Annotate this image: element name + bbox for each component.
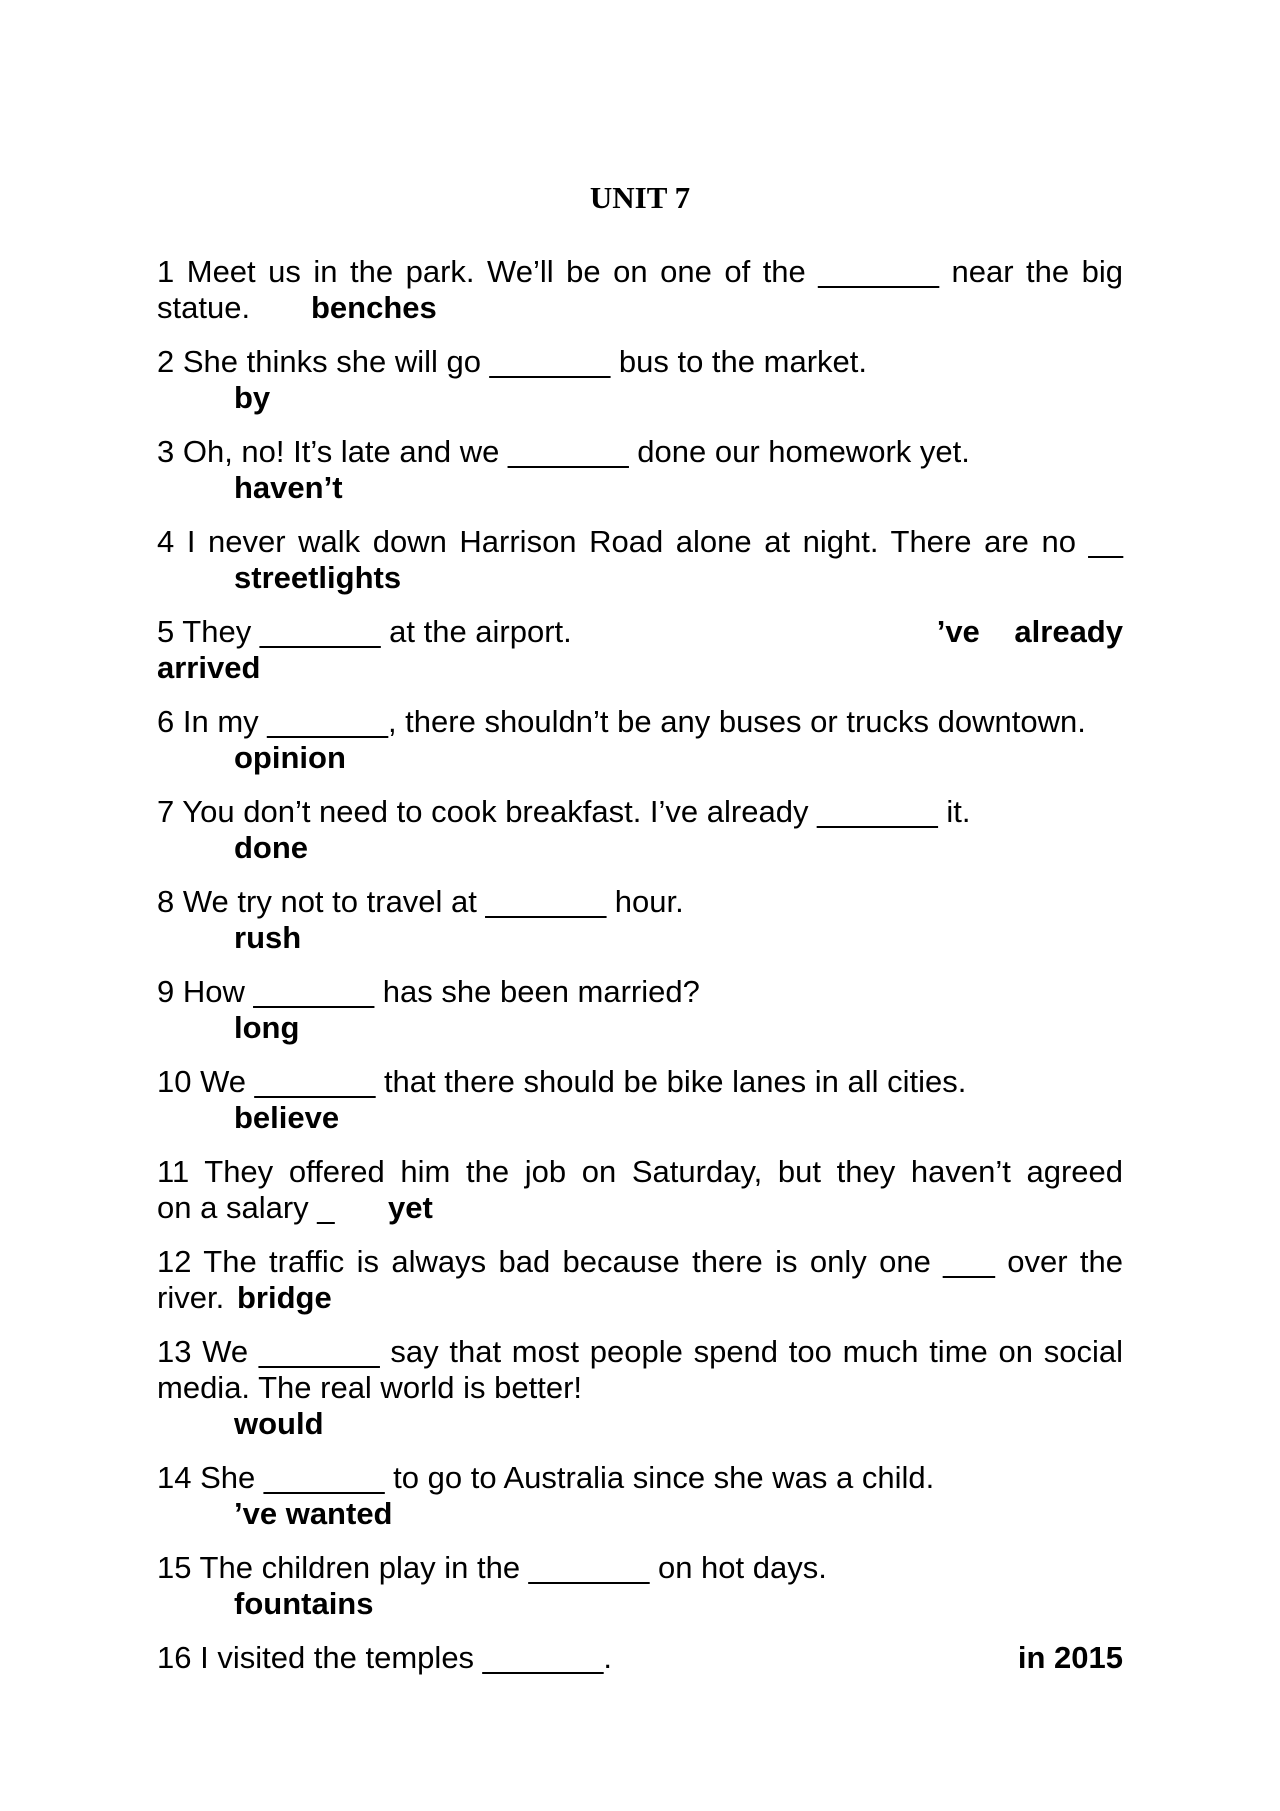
sentence-line: 4 I never walk down Harrison Road alone at night. There are no __ bbox=[157, 524, 1123, 559]
answer-text: ’ve wanted bbox=[234, 1496, 393, 1531]
answer-text: arrived bbox=[157, 650, 261, 685]
sentence-text: on a salary _ bbox=[157, 1190, 335, 1225]
sentence-line: 11 They offered him the job on Saturday, but they haven’t agreed bbox=[157, 1154, 1123, 1189]
sentence-text: statue. bbox=[157, 290, 251, 325]
answer-text: long bbox=[234, 1010, 300, 1045]
sentence-line bbox=[157, 1190, 1123, 1226]
exercise-item-4 bbox=[157, 524, 1123, 596]
exercise-item-14 bbox=[157, 1460, 1123, 1532]
sentence-line: 3 Oh, no! It’s late and we _______ done our homework yet. bbox=[157, 434, 970, 469]
answer-text: done bbox=[234, 830, 309, 865]
page-title: UNIT 7 bbox=[589, 180, 691, 215]
sentence-line: 14 She _______ to go to Australia since she was a child. bbox=[157, 1460, 935, 1495]
sentence-line: 9 How _______ has she been married? bbox=[157, 974, 700, 1009]
sentence-text: 16 I visited the temples _______. bbox=[157, 1640, 612, 1675]
answer-text: ’ve already bbox=[936, 614, 1123, 649]
answer-text: haven’t bbox=[234, 470, 343, 505]
answer-text: benches bbox=[311, 290, 437, 325]
answer-text: in 2015 bbox=[1017, 1640, 1123, 1675]
exercise-item-10 bbox=[157, 1064, 1123, 1136]
exercise-item-3 bbox=[157, 434, 1123, 506]
sentence-line bbox=[157, 1280, 1123, 1316]
sentence-line bbox=[157, 290, 1123, 326]
answer-text: believe bbox=[234, 1100, 340, 1135]
sentence-line: 6 In my _______, there shouldn’t be any buses or trucks downtown. bbox=[157, 704, 1086, 739]
exercise-item-11 bbox=[157, 1154, 1123, 1226]
answer-text: opinion bbox=[234, 740, 346, 775]
exercise-item-15 bbox=[157, 1550, 1123, 1622]
answer-text: would bbox=[234, 1406, 324, 1441]
sentence-line: 8 We try not to travel at _______ hour. bbox=[157, 884, 684, 919]
sentence-line: 2 She thinks she will go _______ bus to the market. bbox=[157, 344, 867, 379]
answer-text: bridge bbox=[237, 1280, 332, 1315]
exercise-item-12 bbox=[157, 1244, 1123, 1316]
exercise-item-8 bbox=[157, 884, 1123, 956]
sentence-text: river. bbox=[157, 1280, 225, 1315]
sentence-line: 7 You don’t need to cook breakfast. I’ve already _______ it. bbox=[157, 794, 971, 829]
answer-text: fountains bbox=[234, 1586, 374, 1621]
exercise-item-16 bbox=[157, 1640, 1123, 1676]
sentence-line: 1 Meet us in the park. We’ll be on one of the _______ near the big bbox=[157, 254, 1123, 289]
answer-text: rush bbox=[234, 920, 302, 955]
sentence-line bbox=[157, 614, 1123, 650]
exercise-item-5 bbox=[157, 614, 1123, 686]
sentence-line bbox=[157, 1640, 1123, 1676]
exercise-item-9 bbox=[157, 974, 1123, 1046]
sentence-line: 13 We _______ say that most people spend too much time on social bbox=[157, 1334, 1123, 1369]
answer-text: yet bbox=[388, 1190, 433, 1225]
exercise-item-2 bbox=[157, 344, 1123, 416]
sentence-text: 5 They _______ at the airport. bbox=[157, 614, 572, 649]
sentence-line: 15 The children play in the _______ on hot days. bbox=[157, 1550, 827, 1585]
exercise-item-6 bbox=[157, 704, 1123, 776]
exercise-item-7 bbox=[157, 794, 1123, 866]
sentence-line: 10 We _______ that there should be bike lanes in all cities. bbox=[157, 1064, 967, 1099]
answer-text: streetlights bbox=[234, 560, 402, 595]
answer-text: by bbox=[234, 380, 271, 415]
sentence-line: 12 The traffic is always bad because there is only one ___ over the bbox=[157, 1244, 1123, 1279]
exercise-item-1 bbox=[157, 254, 1123, 326]
exercise-item-13 bbox=[157, 1334, 1123, 1442]
sentence-line: media. The real world is better! bbox=[157, 1370, 583, 1405]
